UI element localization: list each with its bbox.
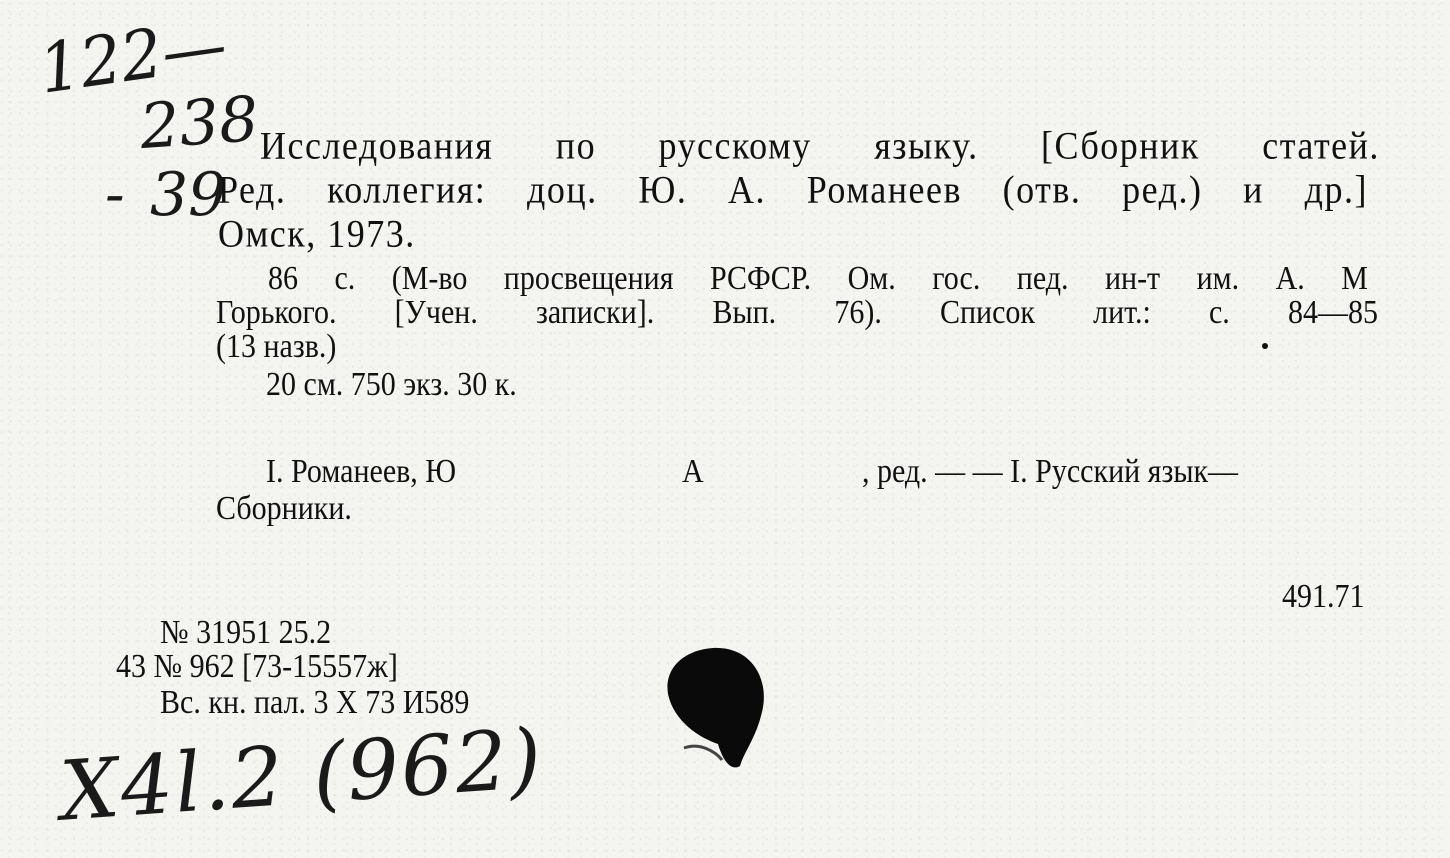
word: А. [1275,259,1305,297]
subject-line-1-right: , ред. — — I. Русский язык— [862,452,1239,490]
word: др.] [1304,167,1368,212]
word: и [1243,167,1264,212]
word: пед. [1016,259,1069,297]
description-line-4: 20 см. 750 экз. 30 к. [266,365,517,403]
word: гос. [932,259,981,297]
handwritten-shelf-code: X4l.2 (962) [57,711,547,840]
word: М [1341,259,1368,297]
subject-line-2: Сборники. [216,489,352,527]
footer-line-1: № 31951 25.2 [160,613,332,651]
word: [Учен. [394,293,478,331]
word: (отв. [1002,167,1082,212]
word: ред.) [1122,167,1203,212]
handwritten-number-238: 238 [137,81,261,164]
word: просвещения [503,259,674,297]
word: Горького. [216,293,337,331]
word: 86 [268,259,298,297]
word: РСФСР. [709,259,812,297]
subject-line-1-middle: А [682,452,704,490]
word: им. [1196,259,1240,297]
word: Ю. [638,167,688,212]
word: по [555,123,597,168]
description-line-3: (13 назв.) [216,327,337,365]
word: ин-т [1104,259,1161,297]
word: Исследования [260,123,494,168]
word: лит.: [1093,293,1151,331]
subject-line-1-left: I. Романеев, Ю [266,452,457,490]
word: Вып. [712,293,777,331]
word: Ом. [847,259,896,297]
word: с. [1208,293,1230,331]
word: доц. [527,167,598,212]
word: статей. [1262,123,1380,168]
word: Ред. [218,167,287,212]
word: языку. [874,123,979,168]
word: 76). [834,293,882,331]
handwritten-dash: - [105,160,125,228]
word: Список [939,293,1035,331]
footer-line-2: 43 № 962 [73-15557ж] [116,647,398,685]
word: русскому [658,123,812,168]
word: (М-во [391,259,468,297]
handwritten-number-39: 39 [150,160,227,230]
classification-number: 491.71 [1282,577,1365,615]
word: записки]. [535,293,655,331]
word: с. [334,259,356,297]
word: Романеев [806,167,962,212]
word: 84—85 [1287,293,1378,331]
word: А. [728,167,767,212]
title-line-3: Омск, 1973. [218,211,416,256]
handwritten-number-122: 122— [34,5,232,110]
word: коллегия: [327,167,487,212]
word: [Сборник [1041,123,1200,168]
footer-line-3: Вс. кн. пал. 3 X 73 И589 [160,683,470,721]
